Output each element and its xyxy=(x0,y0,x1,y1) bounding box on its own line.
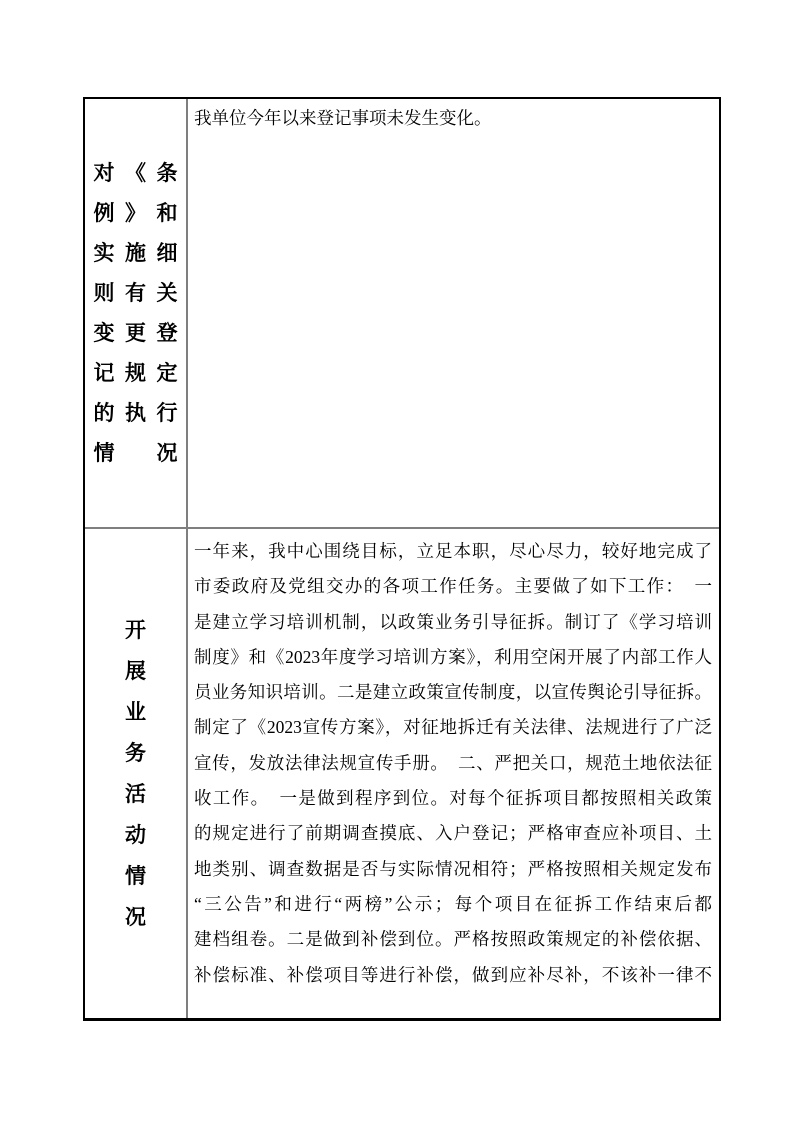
text-line: 是建立学习培训机制，以政策业务引导征拆。制订了《学习培训 xyxy=(194,611,712,632)
text-line: 市委政府及党组交办的各项工作任务。主要做了如下工作： 一 xyxy=(194,576,712,597)
text-line: 制定了《2023宣传方案》，对征地拆迁有关法律、法规进行了广泛 xyxy=(194,717,712,738)
text-line: 情 况 xyxy=(93,441,178,465)
text-line: 的规定进行了前期调查摸底、入户登记；严格审查应补项目、土 xyxy=(194,823,712,844)
text-line: 收工作。 一是做到程序到位。对每个征拆项目都按照相关政策 xyxy=(194,788,712,809)
text-line: 地类别、调查数据是否与实际情况相符；严格按照相关规定发布 xyxy=(194,858,712,879)
table-row-business-activities xyxy=(85,527,719,1018)
text-line: 的执行 xyxy=(93,401,178,425)
text-line: 员业务知识培训。二是建立政策宣传制度，以宣传舆论引导征拆。 xyxy=(194,682,712,703)
text-line: 制度》和《2023年度学习培训方案》，利用空闲开展了内部工作人 xyxy=(194,646,712,667)
text-line: 例》和 xyxy=(93,201,178,225)
text-line: 一年来，我中心围绕目标，立足本职，尽心尽力，较好地完成了 xyxy=(194,541,712,561)
text-line: 展 xyxy=(125,658,146,683)
report-table xyxy=(83,97,721,1021)
text-line: “三公告”和进行“两榜”公示；每个项目在征拆工作结束后都 xyxy=(194,893,712,914)
row-header-business-activities xyxy=(85,529,188,1018)
cell-business-activities xyxy=(188,529,719,1018)
row-header-change-registration xyxy=(85,99,188,527)
text-line: 情 xyxy=(125,863,146,888)
text-line: 宣传，发放法律法规宣传手册。 二、严把关口，规范土地依法征 xyxy=(194,752,712,773)
text-line: 实施细 xyxy=(93,241,178,265)
text-line: 务 xyxy=(125,740,146,765)
text-line: 动 xyxy=(125,822,146,847)
text-line: 补偿标准、补偿项目等进行补偿，做到应补尽补，不该补一律不 xyxy=(194,964,712,985)
text-line: 则有关 xyxy=(93,281,178,305)
cell-change-registration-status xyxy=(188,99,719,527)
text-line: 变更登 xyxy=(93,321,178,345)
text-line: 活 xyxy=(125,781,146,806)
text-line: 对《条 xyxy=(93,161,178,185)
text-line: 我单位今年以来登记事项未发生变化。 xyxy=(194,108,492,128)
text-line: 开 xyxy=(125,617,146,642)
text-line: 建档组卷。二是做到补偿到位。严格按照政策规定的补偿依据、 xyxy=(194,929,712,950)
text-line: 记规定 xyxy=(93,361,178,385)
text-line: 业 xyxy=(125,699,146,724)
table-row-change-registration xyxy=(85,99,719,527)
text-line: 况 xyxy=(125,904,146,929)
